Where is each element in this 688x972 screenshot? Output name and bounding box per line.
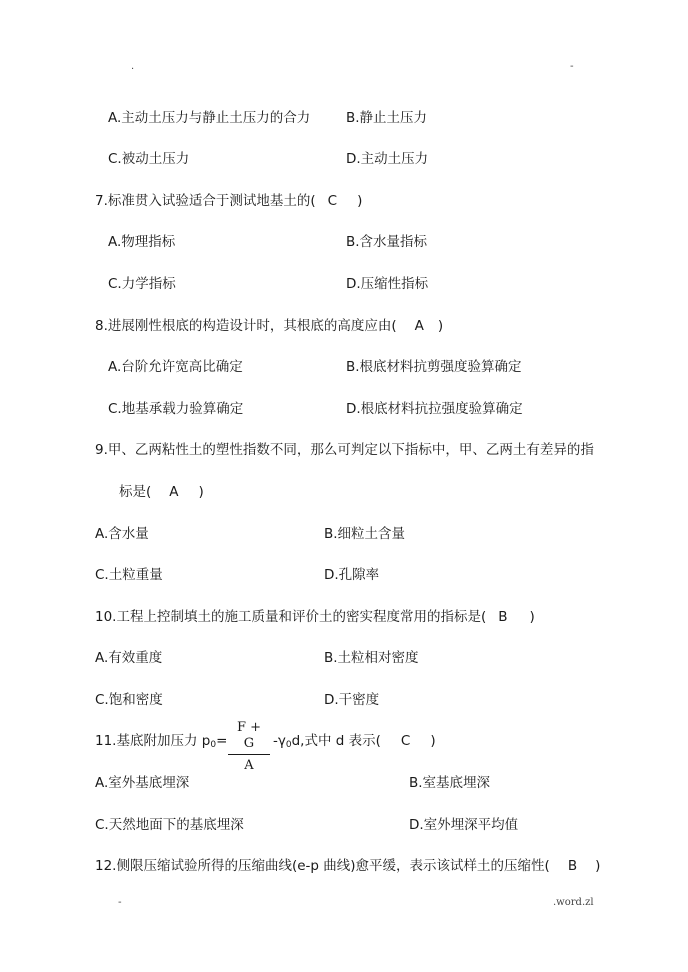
q11-p-subscript: 0: [210, 740, 217, 750]
q11-fraction-bar: [228, 754, 270, 755]
q10-option-b: B.土粒相对密度: [324, 650, 419, 666]
q10-option-c: C.饱和密度: [95, 692, 163, 708]
footer-right-text: .word.zl: [553, 897, 594, 908]
q12-close-paren: ): [595, 858, 601, 874]
q11-equals: =: [216, 733, 228, 749]
header-right-mark: -: [570, 61, 574, 72]
q11-option-a: A.室外基底埋深: [95, 775, 190, 791]
q11-stem-prefix-text: 11.基底附加压力 p: [95, 733, 211, 749]
q7-close-paren: ): [357, 193, 363, 209]
q7-stem-text: 7.标准贯入试验适合于测试地基土的(: [95, 193, 316, 209]
q9-stem-line1: 9.甲、乙两粘性土的塑性指数不同，那么可判定以下指标中，甲、乙两土有差异的指: [95, 442, 594, 458]
q11-stem-suffix: [273, 732, 436, 754]
q12-stem-text: 12.侧限压缩试验所得的压缩曲线(e-p 曲线)愈平缓，表示该试样土的压缩性(: [95, 858, 550, 874]
q9-option-d: D.孔隙率: [324, 567, 380, 583]
q9-option-c: C.土粒重量: [95, 567, 163, 583]
q12-stem: [95, 857, 600, 875]
q7-option-a: A.物理指标: [108, 234, 176, 250]
q9-option-a: A.含水量: [95, 526, 149, 542]
q12-answer: B: [567, 858, 578, 874]
q11-option-c: C.天然地面下的基底埋深: [95, 817, 244, 833]
q8-option-c: C.地基承载力验算确定: [108, 401, 244, 417]
q11-gamma-subscript: 0: [285, 740, 292, 750]
q7-option-c: C.力学指标: [108, 276, 176, 292]
footer-left-mark: -: [118, 897, 122, 908]
q9-stem-line2: [119, 483, 204, 501]
header-left-mark: .: [131, 61, 135, 72]
q8-option-d: D.根底材料抗拉强度验算确定: [346, 401, 523, 417]
q9-stem-text: 标是(: [119, 484, 152, 500]
q7-stem: [95, 192, 362, 210]
q10-answer: B: [498, 609, 508, 625]
q11-option-b: B.室基底埋深: [409, 775, 491, 791]
q11-fraction-numerator: F + G: [236, 720, 262, 751]
q11-close-paren: ): [430, 733, 436, 749]
q11-answer: C: [400, 733, 411, 749]
q11-fraction-denominator: A: [244, 758, 254, 773]
q10-option-a: A.有效重度: [95, 650, 163, 666]
q8-option-b: B.根底材料抗剪强度验算确定: [346, 359, 522, 375]
q6-option-b: B.静止土压力: [346, 110, 428, 126]
q10-close-paren: ): [529, 609, 535, 625]
q9-option-b: B.细粒土含量: [324, 526, 406, 542]
q11-stem-suffix-text: d,式中 d 表示(: [291, 733, 381, 749]
q7-answer: C: [327, 193, 338, 209]
q11-option-d: D.室外埋深平均值: [409, 817, 519, 833]
q11-stem-prefix: [95, 732, 227, 754]
q11-fraction: [228, 720, 270, 774]
q10-stem: [95, 608, 535, 626]
q8-stem: [95, 317, 443, 335]
q8-close-paren: ): [437, 318, 444, 334]
q8-answer: A: [414, 318, 424, 334]
q10-option-d: D.干密度: [324, 692, 380, 708]
q6-option-d: D.主动土压力: [346, 151, 429, 167]
q8-option-a: A.台阶允许宽高比确定: [108, 359, 243, 375]
q7-option-d: D.压缩性指标: [346, 276, 429, 292]
q6-option-c: C.被动土压力: [108, 151, 190, 167]
q8-stem-text: 8.进展刚性根底的构造设计时，其根底的高度应由(: [95, 318, 397, 334]
q11-gamma: -γ: [273, 733, 286, 749]
q9-close-paren: ): [198, 484, 204, 500]
q10-stem-text: 10.工程上控制填土的施工质量和评价土的密实程度常用的指标是(: [95, 609, 487, 625]
q7-option-b: B.含水量指标: [346, 234, 428, 250]
q9-answer: A: [169, 484, 179, 500]
q6-option-a: A.主动土压力与静止土压力的合力: [108, 110, 311, 126]
